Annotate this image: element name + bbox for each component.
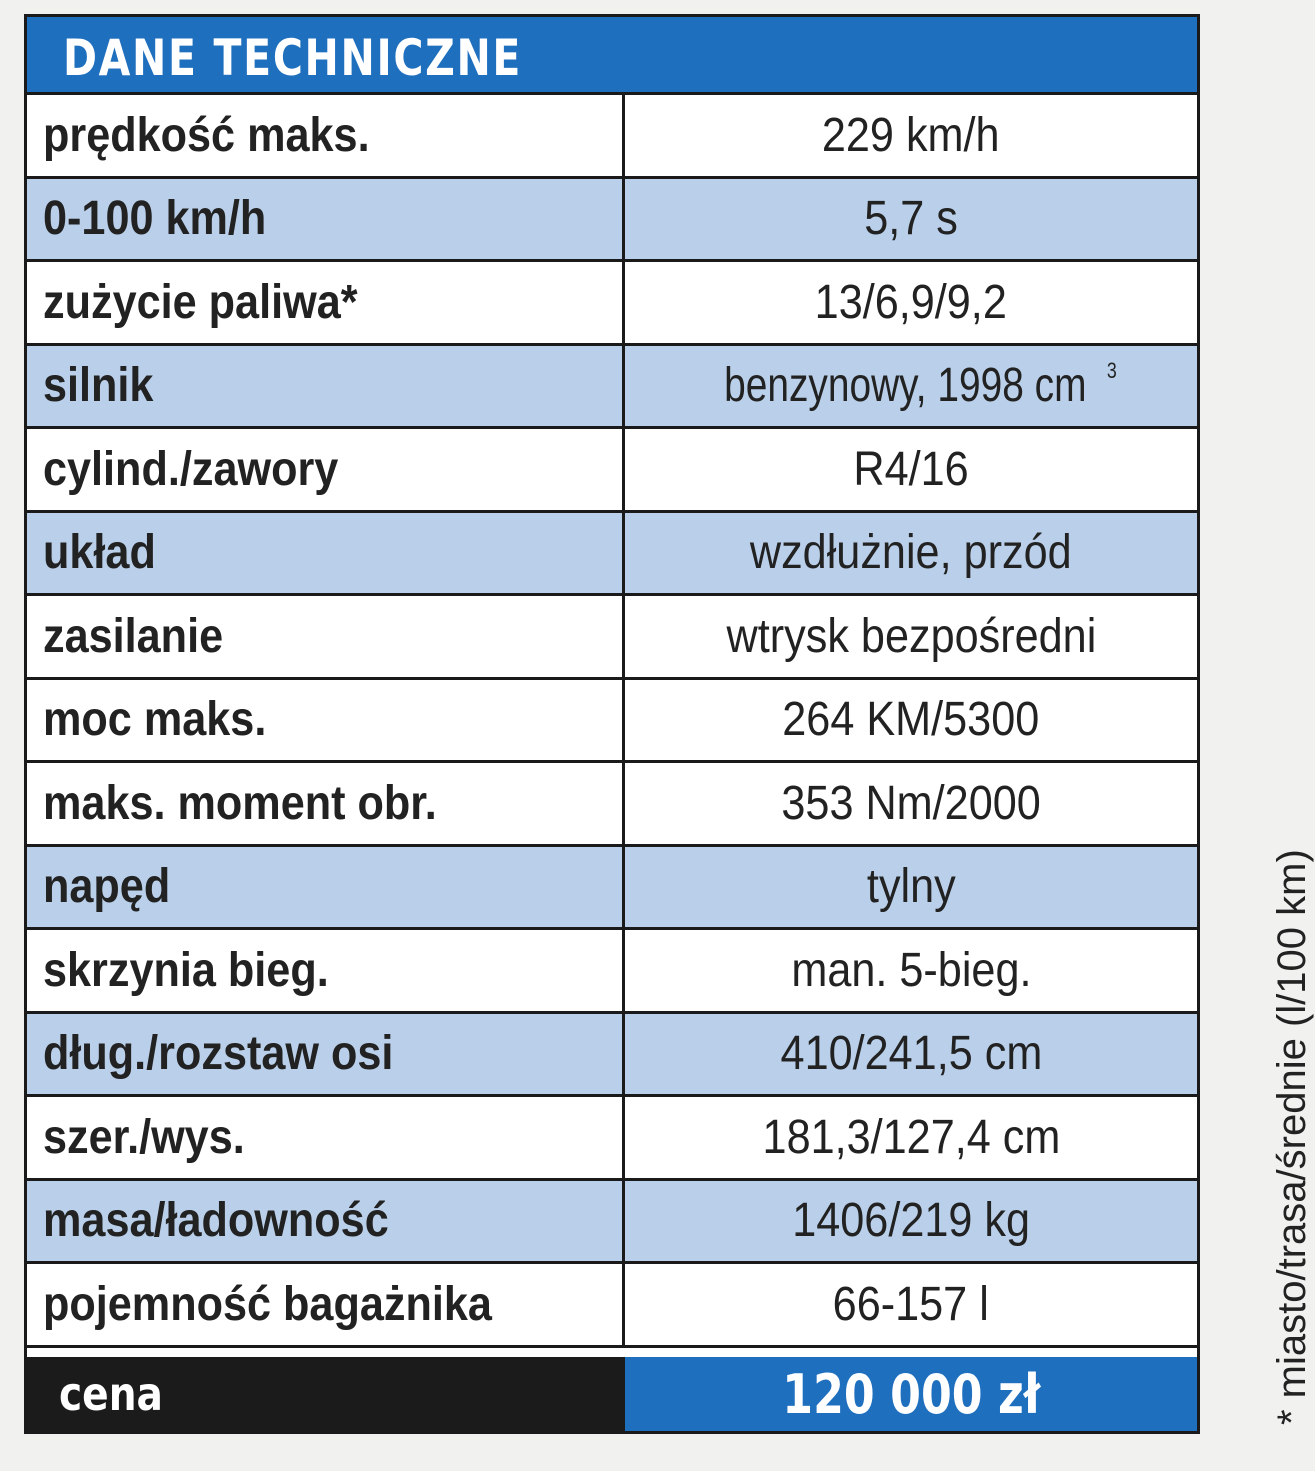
spec-value-text: R4/16: [853, 442, 969, 496]
spec-label-text: cylind./zawory: [43, 442, 339, 496]
spec-label: [27, 1014, 625, 1095]
spec-value-text: 1406/219 kg: [792, 1194, 1030, 1248]
spec-label-text: masa/ładowność: [43, 1194, 389, 1248]
spec-label: [27, 513, 625, 594]
spec-value-text: tylny: [866, 860, 956, 914]
spec-label-text: zasilanie: [43, 609, 224, 663]
spec-value-text: 229 km/h: [822, 108, 1000, 162]
spec-value: [625, 1181, 1197, 1262]
spec-label-text: układ: [43, 526, 156, 580]
spec-label-text: silnik: [43, 359, 154, 413]
spec-value: [625, 930, 1197, 1011]
table-row: [27, 930, 1197, 1014]
table-row: [27, 1181, 1197, 1265]
spec-value-text: 353 Nm/2000: [781, 776, 1041, 830]
spec-label: [27, 1181, 625, 1262]
table-row: [27, 262, 1197, 346]
spec-label: [27, 930, 625, 1011]
spec-label: [27, 680, 625, 761]
technical-specs-table: [24, 14, 1200, 1434]
spec-value: [625, 596, 1197, 677]
spec-label-text: skrzynia bieg.: [43, 943, 329, 997]
price-value: [625, 1357, 1197, 1431]
spec-value: [625, 680, 1197, 761]
spec-value-text: 5,7 s: [864, 192, 958, 246]
table-row: [27, 1097, 1197, 1181]
table-row: [27, 95, 1197, 179]
table-title: DANE TECHNICZNE: [63, 29, 523, 87]
spec-value-text: 410/241,5 cm: [780, 1027, 1042, 1081]
table-row: [27, 1014, 1197, 1098]
spec-value: [625, 1014, 1197, 1095]
spec-label-text: 0-100 km/h: [43, 192, 267, 246]
spec-label: [27, 262, 625, 343]
spec-label-text: maks. moment obr.: [43, 776, 437, 830]
spec-label-text: moc maks.: [43, 693, 267, 747]
spec-label: [27, 429, 625, 510]
price-value-text: 120 000 zł: [782, 1362, 1040, 1426]
table-row: [27, 179, 1197, 263]
table-row: [27, 847, 1197, 931]
spec-value-text: wzdłużnie, przód: [750, 526, 1072, 580]
table-row: [27, 596, 1197, 680]
engine-value-superscript: 3: [1107, 358, 1118, 384]
table-row: [27, 763, 1197, 847]
spec-value: [625, 262, 1197, 343]
table-header: [27, 17, 1197, 95]
spec-value: [625, 429, 1197, 510]
specs-rows: [27, 95, 1197, 1348]
spec-value-text: [704, 358, 1118, 413]
spec-label-text: zużycie paliwa*: [43, 275, 358, 329]
spec-value: [625, 513, 1197, 594]
spec-value-text: 181,3/127,4 cm: [762, 1110, 1060, 1164]
spec-value-text: wtrysk bezpośredni: [726, 609, 1096, 663]
table-row: [27, 346, 1197, 430]
spec-label: [27, 763, 625, 844]
spec-value: [625, 346, 1197, 427]
spec-value: [625, 847, 1197, 928]
price-label-text: cena: [59, 1367, 163, 1421]
price-label: [27, 1357, 625, 1431]
spec-label: [27, 1264, 625, 1345]
spec-label-text: pojemność bagażnika: [43, 1277, 492, 1331]
table-row: [27, 680, 1197, 764]
fuel-consumption-footnote: * miasto/trasa/średnie (l/100 km): [1270, 849, 1314, 1425]
spec-value: [625, 763, 1197, 844]
engine-value-main: benzynowy, 1998 cm: [724, 359, 1087, 413]
spec-label: [27, 1097, 625, 1178]
spec-label: [27, 596, 625, 677]
spec-value: [625, 1097, 1197, 1178]
spec-label-text: napęd: [43, 860, 171, 914]
spec-value: [625, 95, 1197, 176]
spec-label-text: dług./rozstaw osi: [43, 1027, 394, 1081]
spec-value: [625, 179, 1197, 260]
spec-value-text: 66-157 l: [832, 1277, 990, 1331]
spec-label: [27, 95, 625, 176]
spec-label: [27, 346, 625, 427]
table-row: [27, 513, 1197, 597]
spec-value-text: man. 5-bieg.: [790, 943, 1032, 997]
spec-label-text: prędkość maks.: [43, 108, 370, 162]
spec-value: [625, 1264, 1197, 1345]
spec-label: [27, 847, 625, 928]
price-row: [27, 1357, 1197, 1431]
spec-value-text: 13/6,9/9,2: [814, 275, 1008, 329]
spec-label: [27, 179, 625, 260]
spec-value-text: 264 KM/5300: [782, 693, 1040, 747]
spec-label-text: szer./wys.: [43, 1110, 245, 1164]
table-row: [27, 1264, 1197, 1348]
table-row: [27, 429, 1197, 513]
